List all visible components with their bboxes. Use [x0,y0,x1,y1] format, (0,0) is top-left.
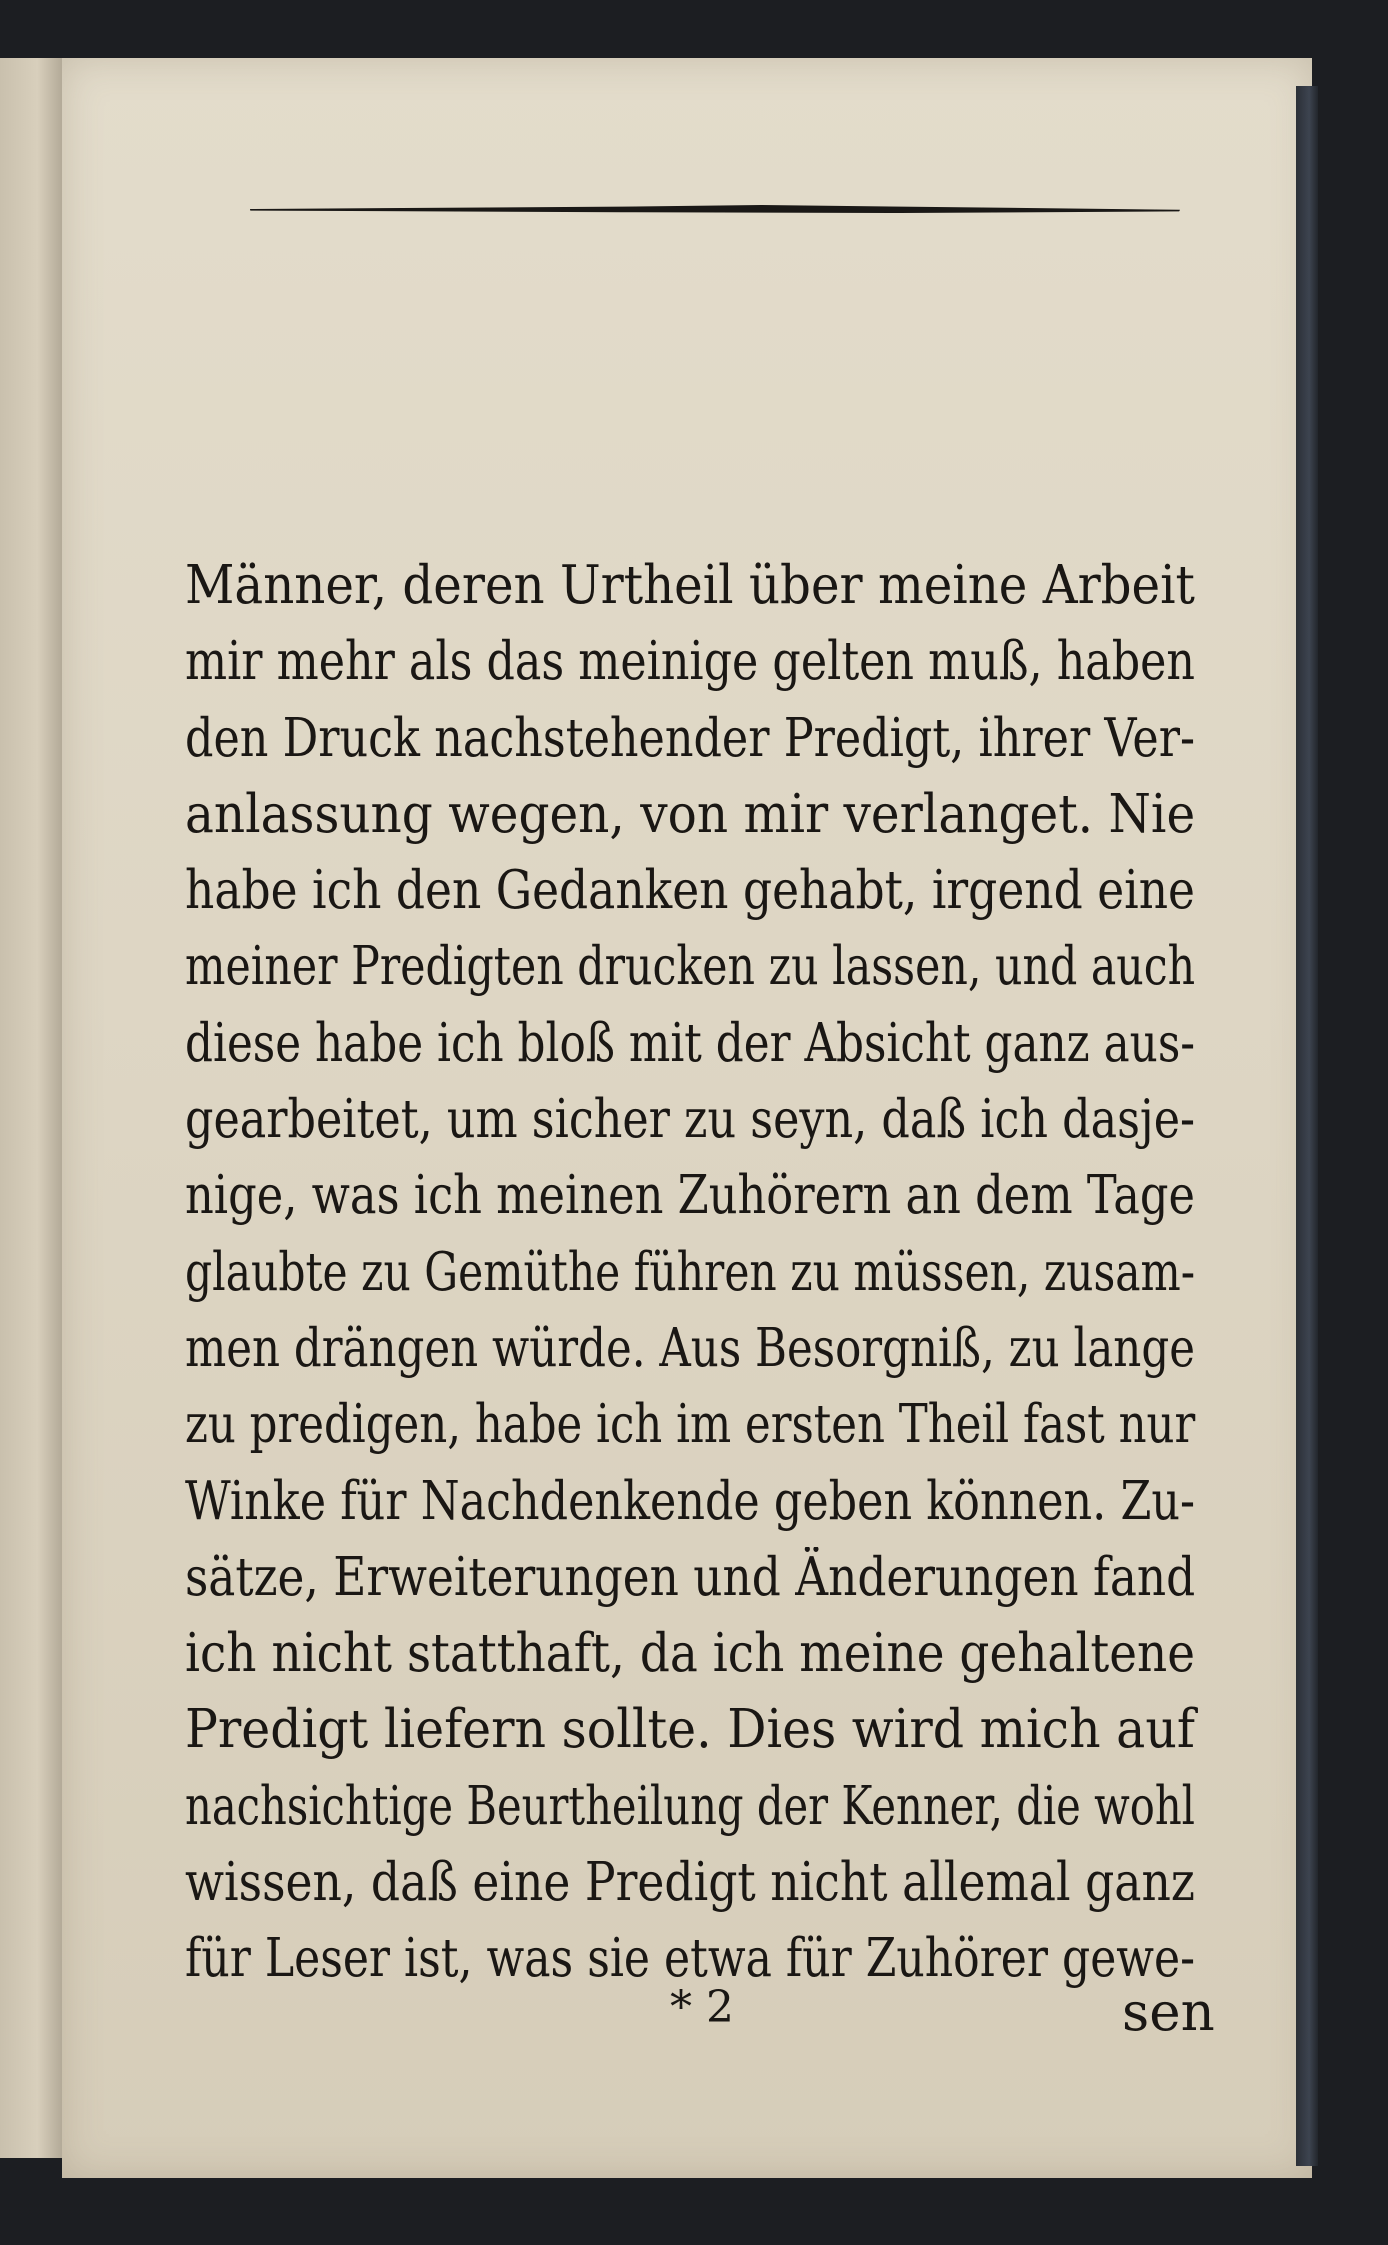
catchword: sen [1122,1982,1215,2043]
text-line: Winke für Nachdenkende geben können. Zu- [185,1470,1196,1532]
text-line: habe ich den Gedanken gehabt, irgend eine [185,860,1195,922]
text-line: sätze, Erweiterungen und Änderungen fand [185,1546,1196,1608]
text-line: wissen, daß eine Predigt nicht allemal ganz [185,1852,1195,1914]
signature-mark: * 2 [670,1982,734,2033]
page-body-text [185,548,1195,1998]
text-line: zu predigen, habe ich im ersten Theil fast nur [185,1394,1196,1456]
text-line: meiner Predigten drucken zu lassen, und auch [185,936,1196,998]
text-line: den Druck nachstehender Predigt, ihrer Ver- [185,707,1196,769]
page-stack-edge [1296,86,1318,2166]
text-line: anlassung wegen, von mir verlanget. Nie [185,783,1196,845]
text-line: ich nicht statthaft, da ich meine gehaltene [185,1623,1196,1685]
text-line: für Leser ist, was sie etwa für Zuhörer gewe- [185,1928,1196,1990]
text-line: nige, was ich meinen Zuhörern an dem Tage [185,1165,1196,1227]
text-line: Männer, deren Urtheil über meine Arbeit [185,555,1195,616]
text-line: gearbeitet, um sicher zu seyn, daß ich dasje- [185,1089,1196,1151]
text-line: men drängen würde. Aus Besorgniß, zu lange [185,1317,1195,1379]
text-line: mir mehr als das meinige gelten muß, haben [185,631,1196,693]
text-line: diese habe ich bloß mit der Absicht ganz aus- [185,1012,1196,1074]
text-line: Predigt liefern sollte. Dies wird mich auf [185,1699,1195,1761]
text-line: glaubte zu Gemüthe führen zu müssen, zusam- [185,1241,1196,1303]
facing-page-edge [0,58,64,2158]
text-line: nachsichtige Beurtheilung der Kenner, die wohl [185,1775,1196,1837]
